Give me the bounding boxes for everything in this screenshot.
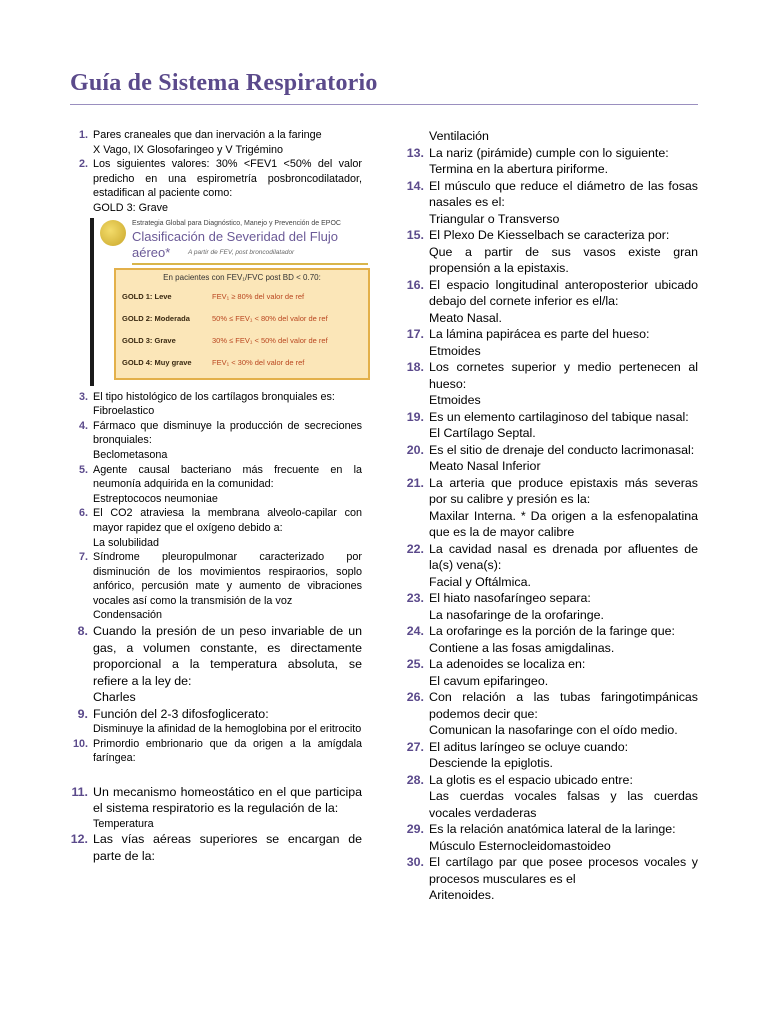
answer-text: Etmoides: [429, 393, 481, 407]
question-text: Agente causal bacteriano más frecuente en la neumonía adquirida en la comunidad:: [93, 463, 362, 491]
question-number: 20.: [406, 442, 424, 457]
answer-text: Maxilar Interna. * Da origen a la esfenopalatina que es la de mayor calibre: [429, 508, 698, 539]
question-text: La glotis es el espacio ubicado entre:: [429, 772, 633, 787]
question-number: 29.: [406, 822, 424, 836]
answer-text: La nasofaringe de la orofaringe.: [429, 607, 604, 622]
question-10: [66, 737, 362, 766]
question-18: [402, 359, 698, 409]
question-text: Los siguientes valores: 30% <FEV1 <50% del valor predicho en una espirometría posbroncodilatador, estadifican al paciente como:: [93, 158, 362, 200]
question-text: El espacio longitudinal anteroposterior ubicado debajo del cornete inferior es el/la:: [429, 277, 698, 308]
question-5: [66, 463, 362, 507]
question-number: 30.: [406, 855, 424, 869]
question-text: Las vías aéreas superiores se encargan de parte de la:: [93, 832, 362, 863]
answer-text: Disminuye la afinidad de la hemoglobina por el eritrocito: [93, 723, 362, 736]
answer-text: Aritenoides.: [429, 888, 495, 902]
answer-text: El Cartílago Septal.: [429, 426, 536, 440]
question-number: 27.: [406, 739, 424, 754]
question-number: 12.: [70, 832, 88, 847]
question-number: 5.: [78, 463, 88, 476]
figure-heading: Clasificación de Severidad del Flujo: [132, 228, 338, 244]
left-column: [66, 128, 362, 864]
question-number: 22.: [406, 541, 424, 556]
answer-text: Músculo Esternocleidomastoideo: [429, 838, 611, 853]
question-number: 15.: [406, 228, 424, 242]
question-9: [66, 706, 362, 737]
question-25: [402, 656, 698, 689]
gold-value: 50% ≤ FEV₁ < 80% del valor de ref: [212, 313, 328, 323]
question-16: [402, 277, 698, 327]
question-number: 23.: [406, 591, 424, 605]
question-text: La arteria que produce epistaxis más severas por su calibre y presión es la:: [429, 475, 698, 506]
question-number: 25.: [406, 657, 424, 671]
document-title: Guía de Sistema Respiratorio: [70, 70, 378, 96]
answer-text: Beclometasona: [93, 448, 168, 461]
figure-table: [114, 268, 370, 380]
answer-text: Facial y Oftálmica.: [429, 574, 531, 589]
question-2: [66, 157, 362, 215]
answer-text: GOLD 3: Grave: [93, 201, 169, 214]
answer-text: La solubilidad: [93, 536, 160, 549]
question-26: [402, 689, 698, 739]
question-number: 13.: [406, 145, 424, 160]
question-number: 8.: [77, 624, 88, 639]
gold-value: FEV₁ < 30% del valor de ref: [212, 357, 305, 367]
question-text: La adenoides se localiza en:: [429, 657, 586, 671]
figure-row: [122, 358, 366, 372]
question-text: Pares craneales que dan inervación a la faringe: [93, 129, 322, 141]
question-27: [402, 739, 698, 772]
gold-grade: GOLD 2: Moderada: [122, 313, 190, 323]
question-number: 14.: [406, 178, 424, 193]
question-1: [66, 128, 362, 157]
question-7: [66, 550, 362, 623]
figure-row: [122, 336, 366, 350]
figure-row: [122, 292, 366, 306]
question-number: 26.: [406, 690, 424, 704]
question-number: 2.: [78, 158, 88, 171]
figure-row: [122, 314, 366, 328]
question-text: El Plexo De Kiesselbach se caracteriza por:: [429, 228, 670, 242]
title-underline: [70, 104, 698, 105]
question-text: El tipo histológico de los cartílagos bronquiales es:: [93, 390, 335, 403]
question-text: Con relación a las tubas faringotimpánicas podemos decir que:: [429, 690, 698, 721]
gold-grade: GOLD 1: Leve: [122, 291, 172, 301]
question-text: Primordio embrionario que da origen a la amígdala faríngea:: [93, 737, 362, 765]
answer-text: Termina en la abertura piriforme.: [429, 162, 609, 176]
question-21: [402, 475, 698, 541]
question-14: [402, 178, 698, 228]
answer-text: Temperatura: [93, 817, 154, 830]
answer-text: Fibroelastico: [93, 405, 155, 418]
question-number: 4.: [78, 419, 88, 432]
answer-text: Triangular o Transverso: [429, 211, 560, 226]
question-4: [66, 419, 362, 463]
question-text: La nariz (pirámide) cumple con lo siguiente:: [429, 145, 669, 160]
question-text: El cartílago par que posee procesos vocales y procesos musculares es el: [429, 855, 698, 886]
answer-text: Condensación: [93, 609, 163, 622]
gold-value: FEV₁ ≥ 80% del valor de ref: [212, 291, 305, 301]
question-text: Un mecanismo homeostático en el que participa el sistema respiratorio es la regulación de la:: [93, 784, 362, 816]
question-text: El aditus laríngeo se ocluye cuando:: [429, 739, 629, 754]
answer-12-continued: Ventilación: [429, 129, 489, 143]
question-6: [66, 506, 362, 550]
answer-text: Las cuerdas vocales falsas y las cuerdas vocales verdaderas: [429, 789, 698, 820]
question-8: [66, 623, 362, 706]
question-number: 10.: [72, 737, 88, 750]
question-text: El CO2 atraviesa la membrana alveolo-capilar con mayor rapidez que el oxígeno debido a:: [93, 507, 362, 534]
answer-text: Desciende la epiglotis.: [429, 756, 553, 770]
question-13: [402, 145, 698, 178]
question-number: 9.: [77, 706, 88, 721]
gold-value: 30% ≤ FEV₁ < 50% del valor de ref: [212, 335, 328, 345]
answer-text: Meato Nasal.: [429, 310, 503, 325]
question-number: 7.: [78, 551, 88, 564]
question-text: Es el sitio de drenaje del conducto lacrimonasal:: [429, 442, 695, 457]
question-22: [402, 541, 698, 591]
question-text: Es la relación anatómica lateral de la laringe:: [429, 822, 676, 836]
question-number: 6.: [78, 507, 88, 520]
question-number: 18.: [406, 360, 424, 374]
gold-grade: GOLD 4: Muy grave: [122, 357, 192, 367]
figure-divider: [132, 263, 368, 265]
question-text: El hiato nasofaríngeo separa:: [429, 591, 591, 605]
question-number: 24.: [406, 624, 424, 638]
figure-org: Estrategia Global para Diagnóstico, Manejo y Prevención de EPOC: [132, 219, 341, 227]
question-text: Los cornetes superior y medio pertenecen al hueso:: [429, 360, 698, 391]
question-text: La lámina papirácea es parte del hueso:: [429, 327, 650, 341]
question-11: [66, 784, 362, 832]
question-text: La orofaringe es la porción de la faringe que:: [429, 624, 675, 638]
answer-text: El cavum epifaringeo.: [429, 673, 549, 688]
right-column: [402, 128, 698, 904]
question-15: [402, 227, 698, 277]
question-28: [402, 772, 698, 822]
question-24: [402, 623, 698, 656]
question-text: Cuando la presión de un peso invariable de un gas, a volumen constante, es directamente proporcional a la temperatura absoluta, se refiere a la ley de:: [93, 624, 362, 688]
question-29: [402, 821, 698, 854]
answer-text: Etmoides: [429, 343, 481, 358]
question-number: 21.: [406, 475, 424, 490]
answer-text: X Vago, IX Glosofaringeo y V Trigémino: [93, 143, 284, 156]
question-number: 11.: [71, 784, 88, 799]
question-20: [402, 442, 698, 475]
question-30: [402, 854, 698, 904]
answer-text: Estreptococos neumoniae: [93, 492, 218, 505]
question-text: Síndrome pleuropulmonar caracterizado por disminución de los movimientos respiraorios, soplo anfórico, percusión mate y aumento de vibraciones vocales así como la transmisión de la voz: [93, 551, 362, 607]
question-number: 28.: [406, 772, 424, 787]
question-text: Es un elemento cartilaginoso del tabique nasal:: [429, 409, 689, 424]
question-23: [402, 590, 698, 623]
answer-text: Charles: [93, 690, 136, 705]
figure-side-bar: [90, 218, 94, 386]
gold-classification-figure: [90, 218, 373, 386]
gold-logo-icon: [100, 220, 126, 246]
answer-text: Contiene a las fosas amigdalinas.: [429, 640, 615, 655]
figure-table-caption: En pacientes con FEV₁/FVC post BD < 0.70:: [163, 272, 321, 282]
question-12: [66, 831, 362, 864]
question-number: 17.: [406, 327, 424, 341]
question-text: El músculo que reduce el diámetro de las fosas nasales es el:: [429, 178, 698, 209]
figure-heading-2: aéreo*: [132, 244, 171, 260]
question-17: [402, 326, 698, 359]
answer-text: Meato Nasal Inferior: [429, 459, 541, 473]
question-number: 19.: [406, 409, 424, 424]
question-19: [402, 409, 698, 442]
figure-subnote: A partir de FEV, post broncodilatador: [188, 248, 295, 256]
answer-text: Que a partir de sus vasos existe gran propensión a la epistaxis.: [429, 244, 698, 275]
question-number: 3.: [78, 390, 88, 403]
gold-grade: GOLD 3: Grave: [122, 335, 176, 345]
question-number: 16.: [406, 277, 424, 292]
question-text: Fármaco que disminuye la producción de secreciones bronquiales:: [93, 419, 362, 447]
question-3: [66, 390, 362, 419]
answer-text: Comunican la nasofaringe con el oído medio.: [429, 723, 678, 737]
question-number: 1.: [78, 129, 88, 141]
question-text: La cavidad nasal es drenada por afluentes de la(s) vena(s):: [429, 541, 698, 572]
question-text: Función del 2-3 difosfoglicerato:: [93, 706, 269, 721]
